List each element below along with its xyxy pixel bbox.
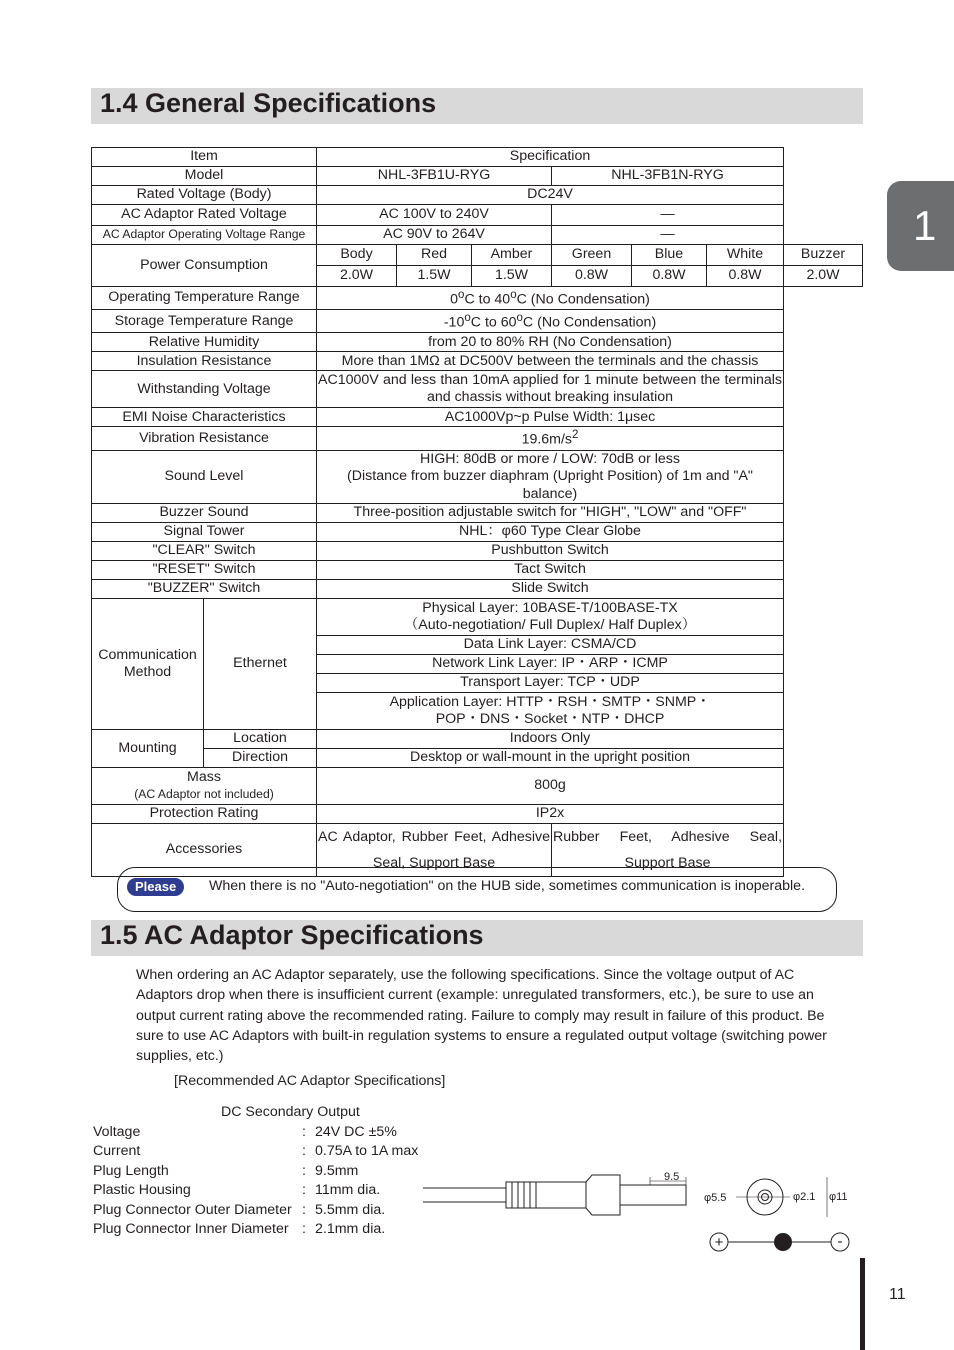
text-line: Physical Layer: 10BASE-T/100BASE-TX — [422, 599, 678, 616]
power-item-name: Buzzer — [784, 245, 863, 266]
list-item — [93, 1220, 418, 1239]
spec-label: Plug Connector Outer Diameter — [93, 1201, 292, 1218]
cell-value: AC1000Vp~p Pulse Width: 1μsec — [317, 408, 784, 427]
plug-housing — [536, 1175, 620, 1215]
text-line: (Distance from buzzer diaphram (Upright Position) of 1m and "A" balance) — [347, 468, 753, 502]
cell-value: Rubber Feet, Adhesive Seal, Support Base — [552, 824, 784, 877]
list-item — [93, 1181, 418, 1200]
row-label: Protection Rating — [92, 805, 317, 824]
list-item — [93, 1162, 418, 1181]
cell-value: NHL-3FB1U-RYG — [317, 167, 552, 186]
cell-value: AC Adaptor, Rubber Feet, Adhesive Seal, Support Base — [317, 824, 552, 877]
row-label: "CLEAR" Switch — [92, 542, 317, 561]
text-line: Application Layer: HTTP・RSH・SMTP・SNMP・ — [389, 693, 711, 710]
table-row — [92, 749, 863, 768]
power-item-value: 1.5W — [397, 266, 472, 287]
row-label: Buzzer Sound — [92, 504, 317, 523]
degree-mark: o — [510, 289, 517, 301]
table-row — [92, 768, 863, 805]
row-label: AC Adaptor Rated Voltage — [92, 205, 317, 226]
plug-diagram — [420, 1165, 860, 1260]
row-label: AC Adaptor Operating Voltage Range — [92, 226, 317, 245]
row-label: "RESET" Switch — [92, 561, 317, 580]
cell-value: Indoors Only — [317, 730, 784, 749]
list-item — [93, 1201, 418, 1220]
degree-mark: o — [458, 289, 465, 301]
cell-value — [317, 450, 784, 504]
row-label — [92, 599, 204, 730]
row-label: Withstanding Voltage — [92, 371, 317, 408]
row-label — [92, 768, 317, 805]
row-label: Storage Temperature Range — [92, 310, 317, 333]
table-row — [92, 730, 863, 749]
power-item-value: 2.0W — [784, 266, 863, 287]
row-label: Sound Level — [92, 450, 317, 504]
row-label: Accessories — [92, 824, 317, 877]
spec-sep: : — [302, 1201, 306, 1218]
spec-label: Plastic Housing — [93, 1182, 191, 1199]
note-text: When there is no "Auto-negotiation" on the HUB side, sometimes communication is inoperable. — [209, 878, 806, 894]
cell-value: DC24V — [317, 186, 784, 205]
page-rule — [860, 1258, 865, 1350]
table-row — [92, 599, 863, 636]
row-label: Relative Humidity — [92, 333, 317, 352]
row-label: "BUZZER" Switch — [92, 580, 317, 599]
power-item-value: 2.0W — [317, 266, 397, 287]
table-row — [92, 205, 863, 226]
table-row — [92, 450, 863, 504]
power-item-value: 1.5W — [472, 266, 552, 287]
cell-value: Desktop or wall-mount in the upright position — [317, 749, 784, 768]
table-row — [92, 245, 863, 266]
table-row — [92, 504, 863, 523]
text-part: C (No Condensation) — [516, 291, 650, 308]
adaptor-spec-list — [93, 1123, 418, 1239]
text-line: (AC Adaptor not included) — [134, 787, 274, 802]
dim-inner: φ2.1 — [793, 1191, 816, 1203]
section-title: 1.5 AC Adaptor Specifications — [100, 920, 484, 950]
text-part: 19.6m/s — [521, 432, 573, 449]
cell-value: AC1000V and less than 10mA applied for 1 minute between the terminals and chassis without breaking insulation — [317, 371, 784, 408]
header-spec: Specification — [317, 148, 784, 167]
text-line: Mass — [187, 768, 221, 785]
table-row — [92, 186, 863, 205]
cell-value — [317, 287, 784, 310]
cell-value: Pushbutton Switch — [317, 542, 784, 561]
degree-mark: o — [516, 312, 523, 325]
power-item-value: 0.8W — [552, 266, 632, 287]
spec-sep: : — [302, 1162, 306, 1179]
row-label: Signal Tower — [92, 523, 317, 542]
row-label: EMI Noise Characteristics — [92, 408, 317, 427]
spec-sep: : — [302, 1124, 306, 1140]
table-row — [92, 580, 863, 599]
row-label: Operating Temperature Range — [92, 287, 317, 310]
list-item — [93, 1123, 418, 1142]
spec-label: Voltage — [93, 1124, 141, 1140]
plus-symbol: + — [714, 1234, 724, 1251]
table-row — [92, 427, 863, 450]
table-row — [92, 371, 863, 408]
cell-value: Slide Switch — [317, 580, 784, 599]
power-item-name: Red — [397, 245, 472, 266]
minus-symbol: - — [837, 1233, 843, 1250]
chapter-tab: 1 — [887, 181, 954, 271]
dc-output-title: DC Secondary Output — [221, 1104, 360, 1120]
table-row — [92, 561, 863, 580]
intro-paragraph: When ordering an AC Adaptor separately, use the following specifications. Since the voltage output of AC Adaptors drop when there is insufficient current (example: unregulated transformers, etc.), be sure to use an output current rating above the recommended rating. Failure to comply may result in failure of this product. Be sure to use AC Adaptors with built-in regulation systems to ensure a regulated output voltage (switching power supplies, etc.) — [136, 967, 827, 1065]
power-item-name: White — [707, 245, 784, 266]
degree-mark: o — [464, 312, 471, 325]
recommended-title: [Recommended AC Adaptor Specifications] — [174, 1073, 446, 1089]
row-label: Vibration Resistance — [92, 427, 317, 450]
cell-value: Three-position adjustable switch for "HIGH", "LOW" and "OFF" — [317, 504, 784, 523]
cell-value: Transport Layer: TCP・UDP — [317, 674, 784, 693]
table-row — [92, 287, 863, 310]
spec-sep: : — [302, 1143, 306, 1160]
plug-body — [506, 1182, 536, 1208]
table-row — [92, 542, 863, 561]
section-header-ac-adaptor — [91, 920, 863, 956]
power-item-name: Blue — [632, 245, 707, 266]
text-line: Communication — [98, 646, 197, 663]
superscript: 2 — [572, 429, 579, 442]
text-part: C to 60 — [470, 314, 517, 331]
table-row — [92, 148, 863, 167]
text-line: HIGH: 80dB or more / LOW: 70dB or less — [420, 450, 680, 467]
row-label: Insulation Resistance — [92, 352, 317, 371]
text-line: Method — [123, 664, 172, 681]
spec-value: 24V DC ±5% — [315, 1124, 397, 1140]
cell-value — [317, 427, 784, 450]
cell-value: — — [552, 226, 784, 245]
power-item-name: Amber — [472, 245, 552, 266]
cell-value: Tact Switch — [317, 561, 784, 580]
cell-value — [317, 599, 784, 636]
power-item-name: Body — [317, 245, 397, 266]
cell-value: Network Link Layer: IP・ARP・ICMP — [317, 655, 784, 674]
spec-value: 5.5mm dia. — [315, 1201, 386, 1218]
spec-value: 11mm dia. — [315, 1182, 381, 1199]
general-spec-table — [91, 147, 863, 877]
plug-tip — [620, 1185, 686, 1205]
table-row — [92, 523, 863, 542]
cell-value — [317, 310, 784, 333]
spec-label: Plug Connector Inner Diameter — [93, 1221, 289, 1238]
please-badge: Please — [127, 878, 184, 896]
sub-label: Location — [204, 730, 317, 749]
cell-value: 800g — [317, 768, 784, 805]
row-label: Model — [92, 167, 317, 186]
cell-value: NHL-3FB1N-RYG — [552, 167, 784, 186]
power-item-value: 0.8W — [707, 266, 784, 287]
spec-value: 9.5mm — [315, 1162, 359, 1179]
dim-housing: φ11 — [829, 1191, 848, 1203]
section-header-general — [91, 88, 863, 124]
dim-outer: φ5.5 — [704, 1192, 727, 1204]
sub-label: Direction — [204, 749, 317, 768]
table-row — [92, 167, 863, 186]
header-item: Item — [92, 148, 317, 167]
row-label: Power Consumption — [92, 245, 317, 287]
cell-value: AC 100V to 240V — [317, 205, 552, 226]
spec-value: 0.75A to 1A max — [315, 1143, 419, 1160]
dim-length: 9.5 — [664, 1171, 680, 1183]
row-label: Mounting — [92, 730, 204, 768]
page-number: 11 — [889, 1286, 906, 1303]
note-box — [117, 867, 837, 912]
text-part: C (No Condensation) — [522, 314, 657, 331]
cell-value: More than 1MΩ at DC500V between the terminals and the chassis — [317, 352, 784, 371]
table-row — [92, 805, 863, 824]
power-item-name: Green — [552, 245, 632, 266]
cell-value: Data Link Layer: CSMA/CD — [317, 636, 784, 655]
cell-value: — — [552, 205, 784, 226]
table-row — [92, 352, 863, 371]
spec-value: 2.1mm dia. — [315, 1221, 386, 1238]
cell-value — [317, 693, 784, 730]
row-label: Rated Voltage (Body) — [92, 186, 317, 205]
spec-sep: : — [302, 1182, 306, 1199]
table-row — [92, 310, 863, 333]
table-row — [92, 333, 863, 352]
cell-value: AC 90V to 264V — [317, 226, 552, 245]
cell-value: NHL：φ60 Type Clear Globe — [317, 523, 784, 542]
spec-label: Current — [93, 1143, 141, 1160]
text-line: POP・DNS・Socket・NTP・DHCP — [435, 711, 665, 728]
sub-label: Ethernet — [204, 599, 317, 730]
center-pin-icon — [774, 1233, 792, 1251]
table-row — [92, 226, 863, 245]
text-part: -10 — [443, 314, 465, 331]
text-part: 0 — [450, 291, 459, 308]
cell-value: IP2x — [317, 805, 784, 824]
text-line: （Auto-negotiation/ Full Duplex/ Half Duplex） — [404, 617, 696, 634]
power-item-value: 0.8W — [632, 266, 707, 287]
section-title: 1.4 General Specifications — [100, 88, 437, 118]
text-part: C to 40 — [464, 291, 511, 308]
spec-label: Plug Length — [93, 1162, 169, 1179]
list-item — [93, 1142, 418, 1161]
cell-value: from 20 to 80% RH (No Condensation) — [317, 333, 784, 352]
table-row — [92, 408, 863, 427]
spec-sep: : — [302, 1221, 306, 1238]
